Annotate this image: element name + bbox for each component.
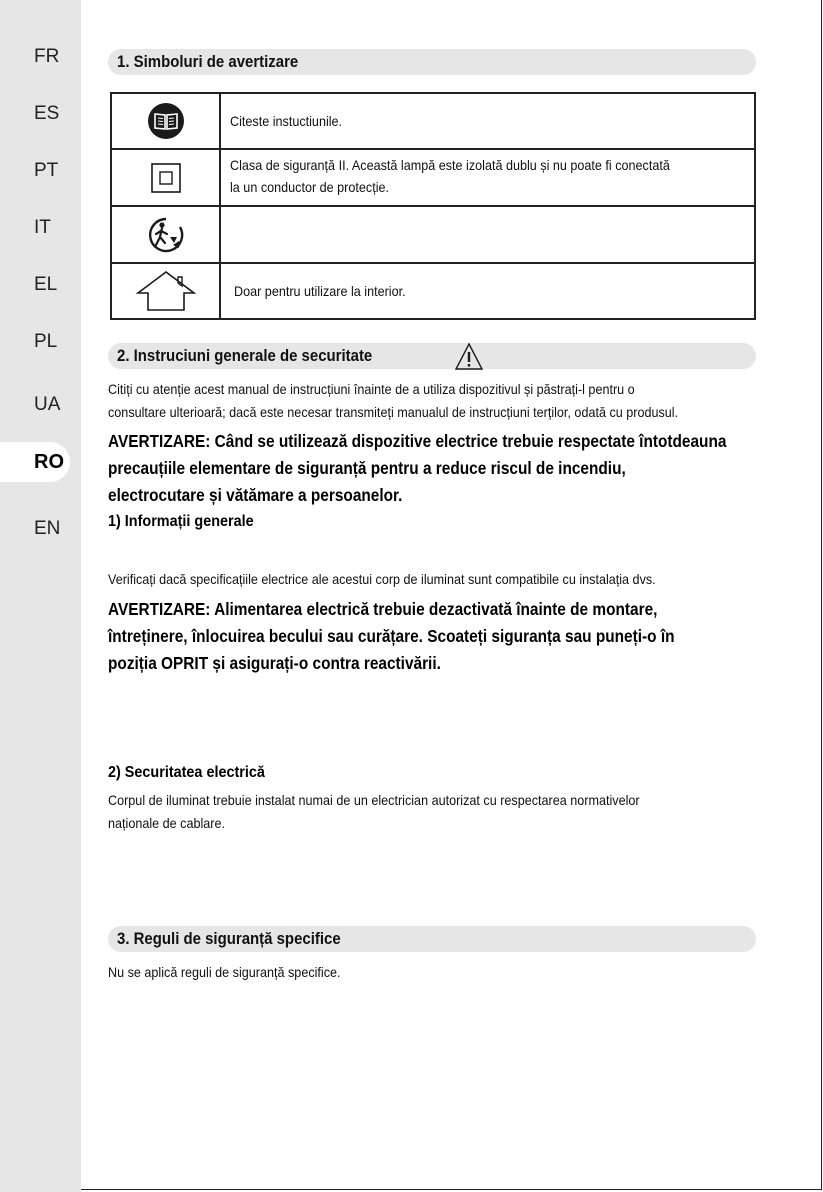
lang-tab-pl[interactable]: PL <box>34 331 58 352</box>
subheading-electrical-safety: 2) Securitatea electrică <box>108 764 265 781</box>
section-1-header <box>108 49 756 75</box>
read-manual-icon <box>147 102 185 140</box>
lang-tab-ro[interactable]: RO <box>0 442 70 482</box>
symbol-text-class-ii-line2: la un conductor de protecție. <box>230 179 390 195</box>
symbol-row-class-ii <box>112 150 754 207</box>
section-2-title: 2. Instruciuni generale de securitate <box>117 346 373 365</box>
electrical-safety-line-2: naționale de cablare. <box>108 815 225 831</box>
section-3-header <box>108 926 756 952</box>
lang-tab-ua[interactable]: UA <box>34 394 61 415</box>
section-3-text: Nu se aplică reguli de siguranță specifice. <box>108 964 341 980</box>
warning-2-line-2: întreținere, înlocuirea becului sau curățare. Scoateți siguranța sau puneți-o în <box>108 626 675 646</box>
symbol-row-read <box>112 94 754 150</box>
lang-tab-fr[interactable]: FR <box>34 46 60 67</box>
lang-tab-it[interactable]: IT <box>34 217 51 238</box>
section-2-header <box>108 343 756 369</box>
subheading-general-info: 1) Informații generale <box>108 513 254 530</box>
section-3-title: 3. Reguli de siguranță specifice <box>117 929 341 948</box>
section-1-title: 1. Simboluri de avertizare <box>117 52 299 71</box>
intro-line-2: consultare ulterioară; dacă este necesar transmiteți manualul de instrucțiuni terților, odată cu produsul. <box>108 404 679 420</box>
warning-2-line-1: AVERTIZARE: Alimentarea electrică trebuie dezactivată înainte de montare, <box>108 599 658 619</box>
general-info-text: Verificați dacă specificațiile electrice ale acestui corp de iluminat sunt compatibile cu instalația dvs. <box>108 571 656 587</box>
symbol-row-recycling <box>112 207 754 264</box>
warning-2-line-3: poziția OPRIT și asigurați-o contra reactivării. <box>108 653 441 673</box>
lang-tab-en[interactable]: EN <box>34 518 61 539</box>
symbol-text-class-ii-line1: Clasa de siguranță II. Această lampă este izolată dublu și nu poate fi conectată <box>230 157 670 173</box>
lang-tab-es[interactable]: ES <box>34 103 60 124</box>
class-ii-double-square-icon <box>149 161 183 195</box>
lang-tab-el[interactable]: EL <box>34 274 58 295</box>
warning-symbols-table <box>110 92 756 320</box>
symbol-row-indoor <box>112 264 754 318</box>
symbol-text-indoor: Doar pentru utilizare la interior. <box>234 283 406 299</box>
warning-1-line-2: precauțiile elementare de siguranță pentru a reduce riscul de incendiu, <box>108 458 626 478</box>
warning-triangle-icon <box>454 342 484 372</box>
indoor-house-icon <box>134 269 198 313</box>
lang-tab-pt[interactable]: PT <box>34 160 59 181</box>
recycling-triman-icon <box>146 215 186 255</box>
warning-1-line-1: AVERTIZARE: Când se utilizează dispozitive electrice trebuie respectate întotdeauna <box>108 431 727 451</box>
electrical-safety-line-1: Corpul de iluminat trebuie instalat numai de un electrician autorizat cu respectarea normativelor <box>108 792 640 808</box>
warning-1-line-3: electrocutare și vătămare a persoanelor. <box>108 485 403 505</box>
symbol-text-read: Citeste instuctiunile. <box>230 113 343 129</box>
language-sidebar <box>0 0 81 1192</box>
intro-line-1: Citiți cu atenție acest manual de instrucțiuni înainte de a utiliza dispozitivul și păstrați-l pentru o <box>108 381 635 397</box>
